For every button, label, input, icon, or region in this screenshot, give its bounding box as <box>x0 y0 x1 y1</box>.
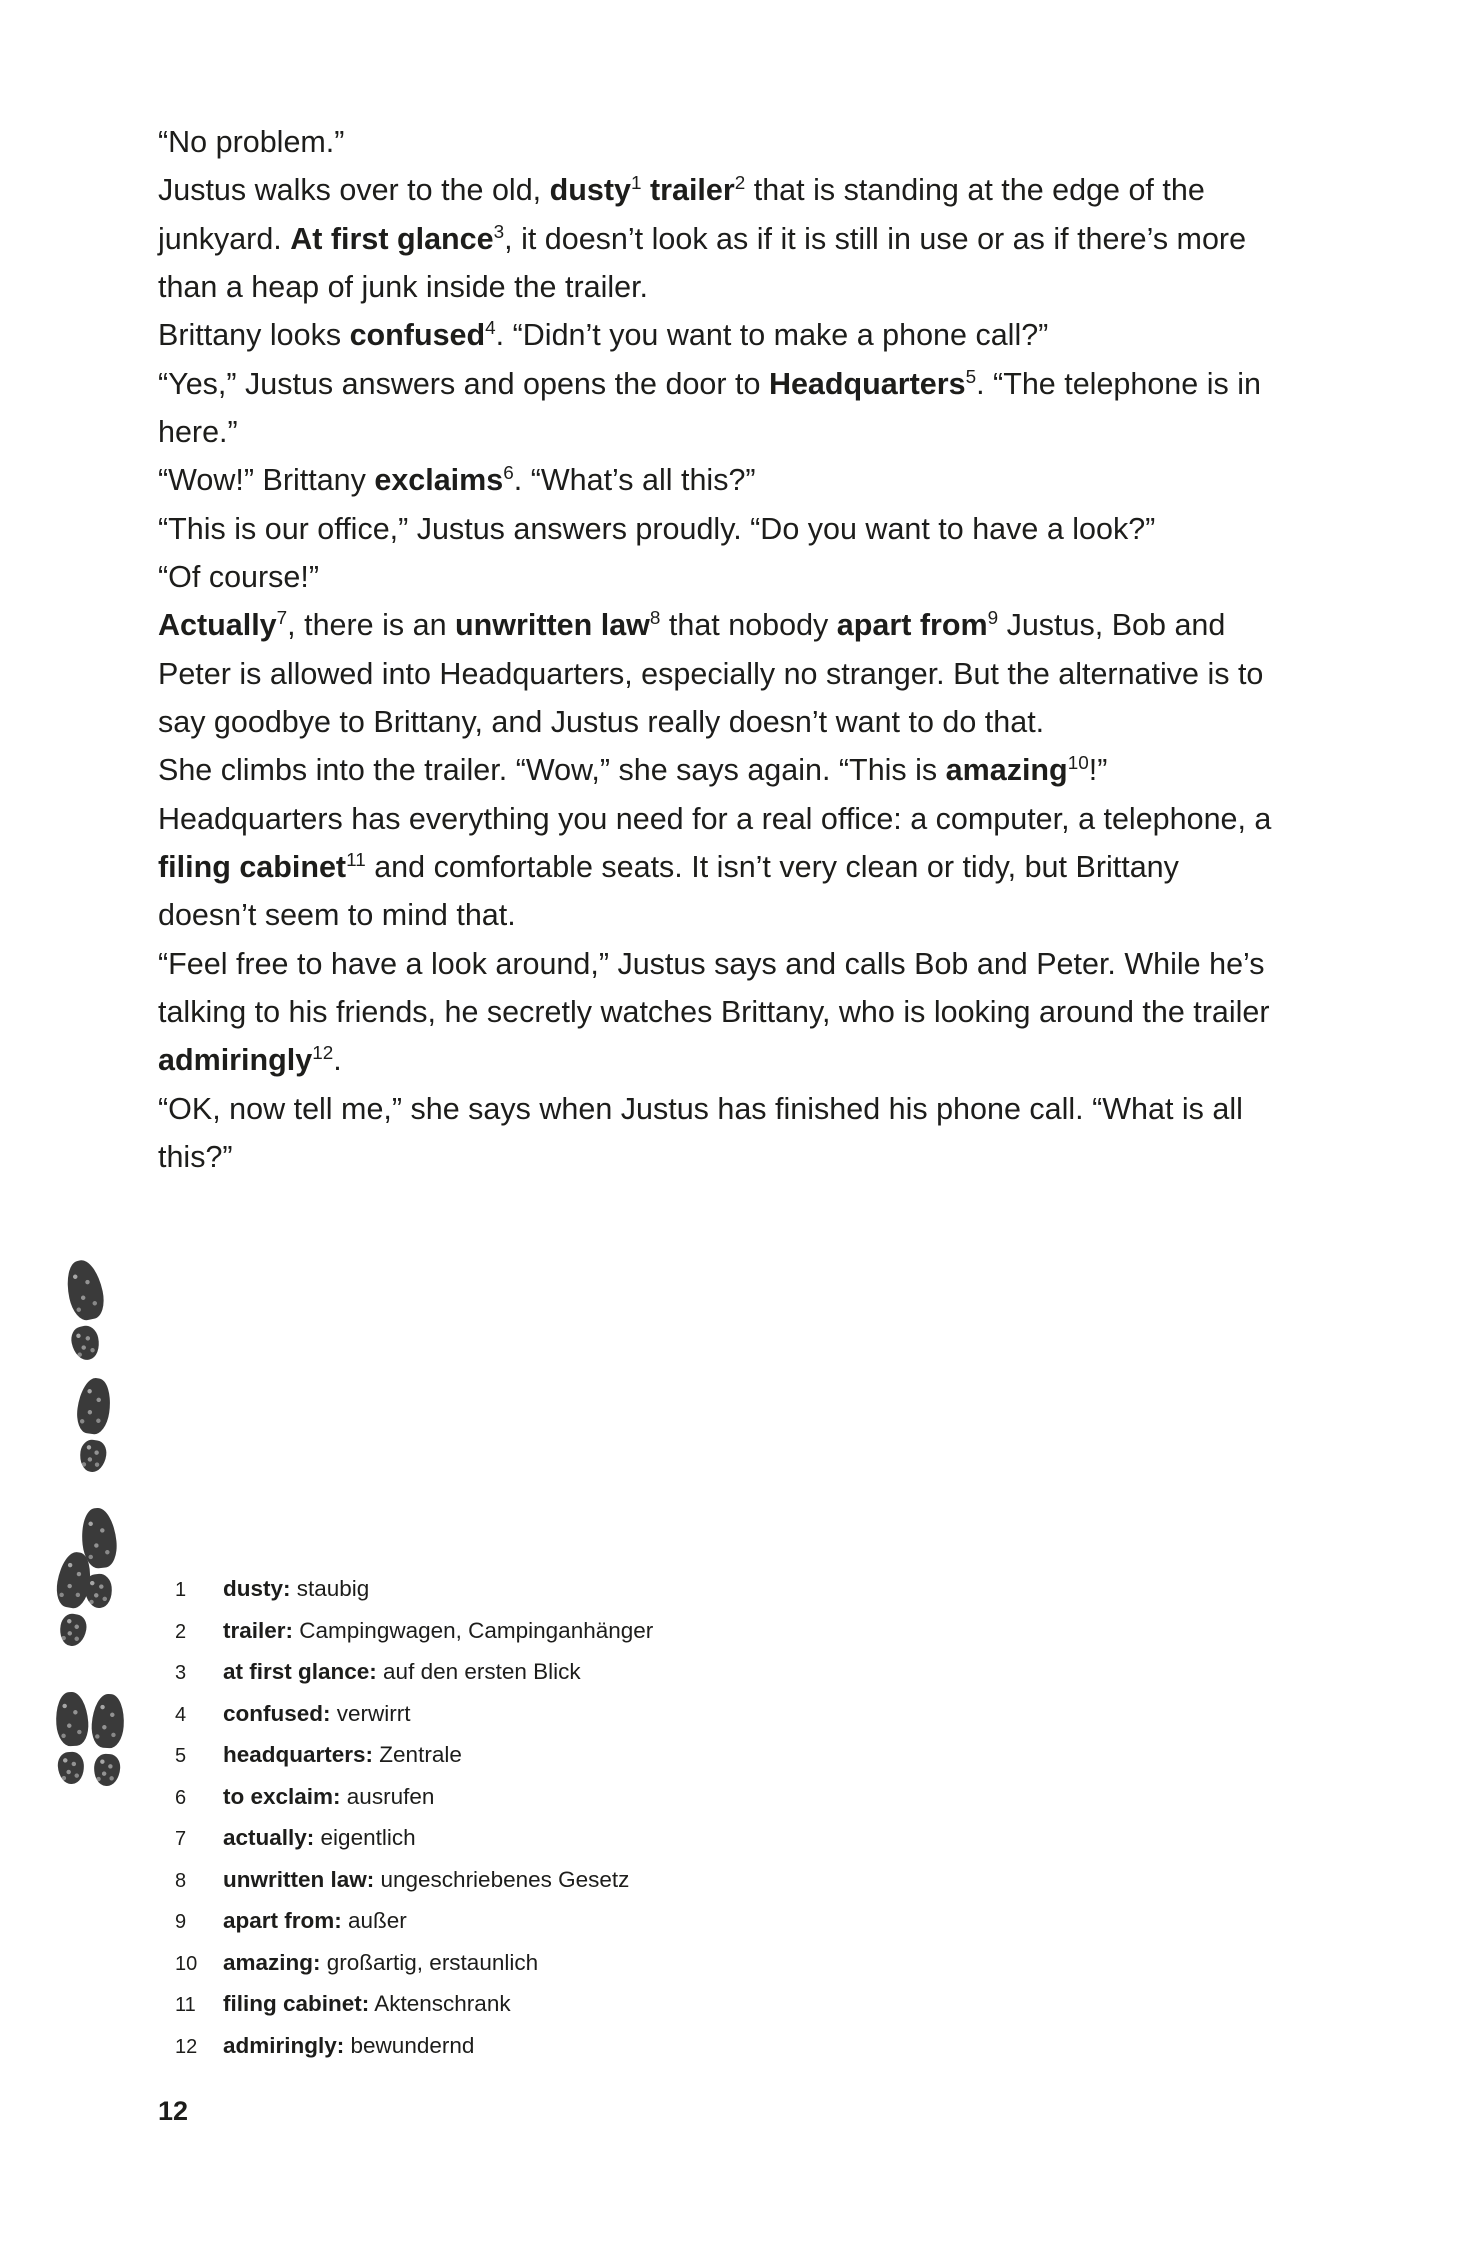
glossary-list <box>175 1578 875 2076</box>
glossary-item-number: 10 <box>175 1952 198 1975</box>
glossary-item <box>175 1744 875 1786</box>
glossary-item-number: 5 <box>175 1745 187 1767</box>
story-paragraph: Headquarters has everything you need for a real office: a computer, a telephone, a filing cabinet$^{11}$ and comfortable seats. It isn’t very clean or tidy, but Brittany doesn’t seem to mind that. <box>158 801 1272 933</box>
glossary-item-definition: verwirrt <box>330 1700 411 1726</box>
glossary-item <box>175 1617 875 1662</box>
glossary-item-term: apart from: <box>223 1908 342 1933</box>
glossary-item <box>175 1783 875 1828</box>
glossary-item-term: at first glance: <box>223 1659 377 1684</box>
glossary-item-number: 1 <box>175 1579 187 1601</box>
glossary-item-term: unwritten law: <box>223 1866 375 1892</box>
story-paragraph: “Wow!” Brittany exclaims$^6$. “What’s all this?” <box>158 463 756 498</box>
glossary-item-number: 9 <box>175 1911 187 1933</box>
glossary-item <box>175 1661 875 1703</box>
page-number: 12 <box>158 2096 189 2126</box>
glossary-item <box>175 1700 875 1745</box>
story-paragraph: “Feel free to have a look around,” Justus says and calls Bob and Peter. While he’s talking to his friends, he secretly watches Brittany, who is looking around the trailer admiringly$^{12}$. <box>158 946 1270 1078</box>
glossary-item-term: admiringly: <box>223 2032 345 2058</box>
glossary-item <box>175 1993 875 2035</box>
story-paragraph: “This is our office,” Justus answers proudly. “Do you want to have a look?” <box>158 511 1156 546</box>
story-text <box>158 118 1275 1181</box>
glossary-item-definition: bewundernd <box>344 2032 475 2058</box>
glossary-item-number: 6 <box>175 1786 187 1809</box>
glossary-item-definition: auf den ersten Blick <box>376 1659 581 1684</box>
glossary-item-number: 12 <box>175 2035 198 2058</box>
glossary-item-number: 8 <box>175 1869 187 1892</box>
glossary-item-term: confused: <box>223 1700 331 1726</box>
glossary-item <box>175 1578 875 1620</box>
glossary-item <box>175 1827 875 1869</box>
story-paragraph: “OK, now tell me,” she says when Justus has finished his phone call. “What is all this?” <box>158 1091 1243 1174</box>
story-paragraph: “No problem.” <box>158 125 345 159</box>
glossary-item-term: filing cabinet: <box>223 1991 370 2016</box>
glossary-item-number: 2 <box>175 1620 187 1643</box>
glossary-item-definition: großartig, erstaunlich <box>320 1949 539 1975</box>
story-paragraph: Actually$^7$, there is an unwritten law$^8$ that nobody apart from$^9$ Justus, Bob and Peter is allowed into Headquarters, especially no stranger. But the alternative is to say goodbye to Brittany, and Justus really doesn’t want to do that. <box>158 608 1264 739</box>
story-paragraph: Brittany looks confused$^4$. “Didn’t you want to make a phone call?” <box>158 318 1049 353</box>
glossary-item-term: headquarters: <box>223 1742 374 1767</box>
glossary-item-number: 3 <box>175 1662 187 1684</box>
glossary-item <box>175 2032 875 2077</box>
glossary-item-number: 11 <box>175 1994 196 2016</box>
glossary-item-term: dusty: <box>223 1576 291 1601</box>
glossary-item-definition: eigentlich <box>314 1825 416 1850</box>
glossary-item-definition: staubig <box>290 1576 370 1601</box>
glossary-item <box>175 1949 875 1994</box>
glossary-item-term: amazing: <box>223 1949 321 1975</box>
glossary-item-term: to exclaim: <box>223 1783 341 1809</box>
story-paragraph: Justus walks over to the old, dusty$^1$ trailer$^2$ that is standing at the edge of the junkyard. At first glance$^3$, it doesn’t look as if it is still in use or as if there’s more than a heap of junk inside the trailer. <box>158 173 1247 304</box>
glossary-item-definition: ungeschriebenes Gesetz <box>374 1866 630 1892</box>
glossary-item-definition: Aktenschrank <box>369 1991 511 2016</box>
glossary-item-term: trailer: <box>223 1617 294 1643</box>
glossary-item-number: 7 <box>175 1828 187 1850</box>
glossary-item-term: actually: <box>223 1825 315 1850</box>
glossary-item-definition: ausrufen <box>340 1783 435 1809</box>
story-paragraph: She climbs into the trailer. “Wow,” she says again. “This is amazing$^{10}$!” <box>158 753 1108 788</box>
glossary-item-definition: Zentrale <box>373 1742 462 1767</box>
glossary-item <box>175 1866 875 1911</box>
glossary-item-definition: Campingwagen, Campinganhänger <box>293 1617 654 1643</box>
glossary-item-number: 4 <box>175 1703 187 1726</box>
glossary-item <box>175 1910 875 1952</box>
story-paragraph: “Of course!” <box>158 559 320 594</box>
story-paragraph: “Yes,” Justus answers and opens the door to Headquarters$^5$. “The telephone is in here.” <box>158 366 1261 449</box>
glossary-item-definition: außer <box>341 1908 407 1933</box>
footprints-icon <box>60 1260 160 1820</box>
